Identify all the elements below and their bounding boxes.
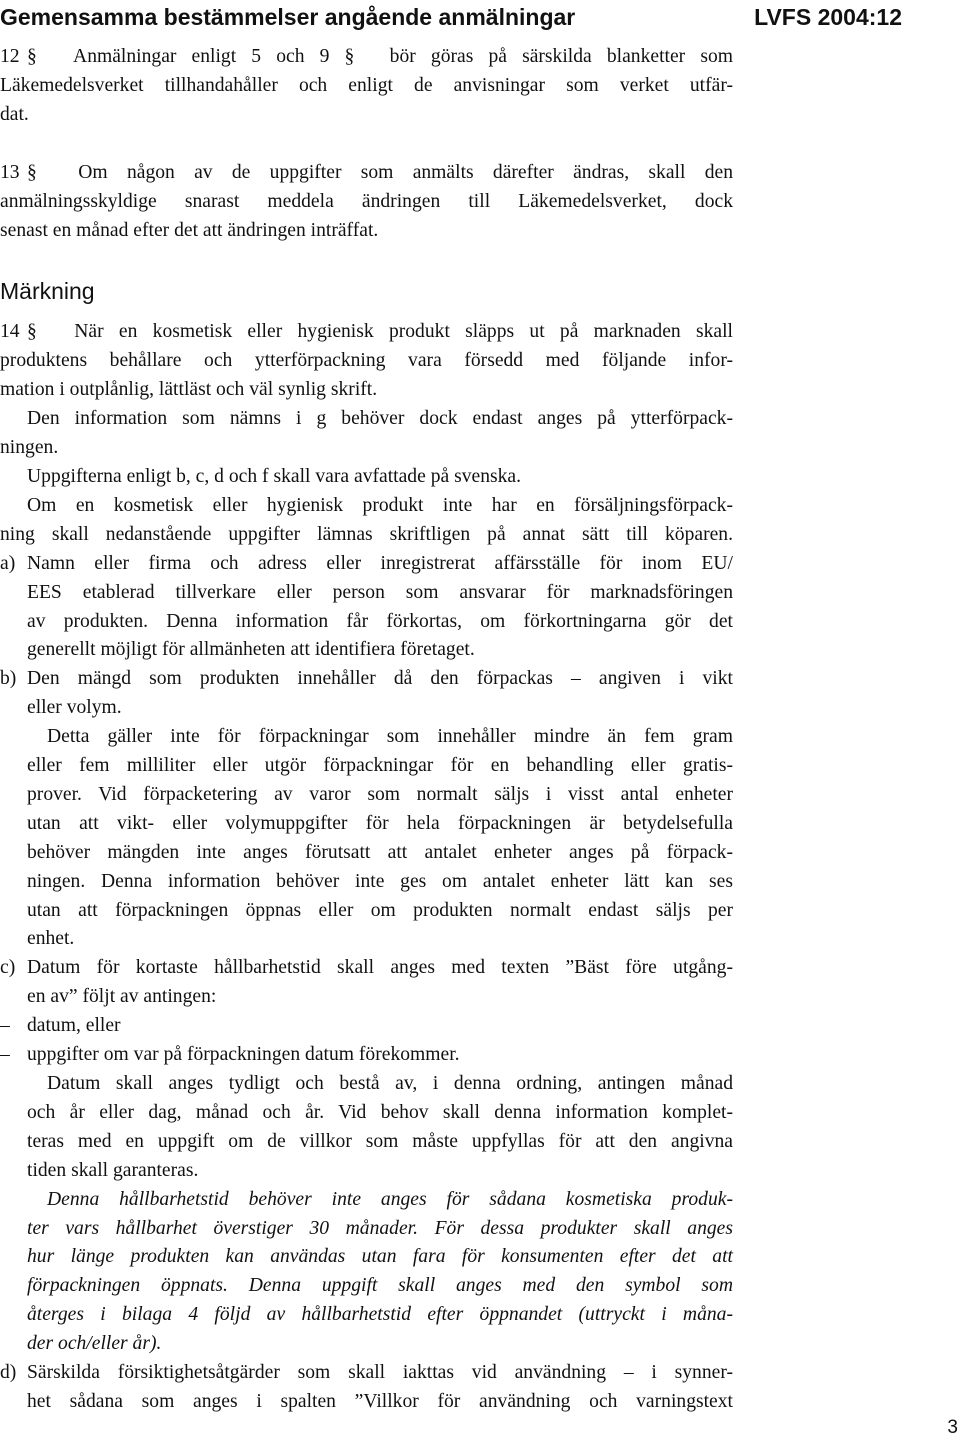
dash-marker: –	[0, 1015, 10, 1037]
list-item-a: a) Namn eller firma och adress eller inregistrerat affärsställe för inom EU/ EES etablerad tillverkare eller person som ansvarar för marknadsföringen av produkten. Denna information får förkortas, om förkortningarna gör det generellt möjligt för allmänheten att identifiera företaget.	[0, 550, 733, 666]
section-sign: §	[27, 161, 37, 183]
section-heading: Märkning	[0, 278, 95, 305]
dash-item: – datum, eller	[0, 1012, 733, 1041]
item-c-general-advice: Denna hållbarhetstid behöver inte anges för sådana kosmetiska produk- ter vars hållbarhet överstiger 30 månader. För dessa produkter skall anges hur länge produkten kan användas utan fara för konsumenten efter det att förpackningen öppnats. Denna uppgift skall anges med den symbol som återges i bilaga 4 följd av hållbarhetstid efter öppnandet (uttryckt i måna- der och/eller år).	[27, 1188, 733, 1355]
item-label: b)	[0, 668, 17, 690]
text-line: anmälningsskyldige snarast meddela ändringen till Läkemedelsverket, dock	[0, 190, 733, 212]
text-line: produktens behållare och ytterförpackning vara försedd med följande infor-	[0, 350, 733, 372]
item-c-note: Datum skall anges tydligt och bestå av, i denna ordning, antingen månad och år eller dag, månad och år. Vid behov skall denna information komplet- teras med en uppgift om de villkor som måste uppfyllas för att den angivna tiden skall garanteras.	[27, 1073, 733, 1181]
text-line: Uppgifterna enligt b, c, d och f skall vara avfattade på svenska.	[27, 465, 522, 487]
section-12: 12 § Anmälningar enligt 5 och 9 § bör göras på särskilda blanketter som Läkemedelsverket tillhandahåller och enligt de anvisningar som verket utfär- dat.	[0, 43, 733, 130]
section-sign: §	[27, 46, 37, 67]
item-label: d)	[0, 1362, 17, 1384]
dash-item: – uppgifter om var på förpackningen datum förekommer.	[0, 1041, 733, 1070]
list-item-d: d) Särskilda försiktighetsåtgärder som skall iakttas vid användning – i synner- het sådana som anges i spalten ”Villkor för användning och varningstext	[0, 1359, 733, 1417]
section-14: 14 § När en kosmetisk eller hygienisk produkt släpps ut på marknaden skall produktens behållare och ytterförpackning vara försedd med följande infor- mation i outplånlig, lättläst och väl synlig skrift. Den information som nämns i g behöver dock endast anges på ytterförpack- ningen. Uppgifterna enligt b, c, d och f skall vara avfattade på svenska. Om en kosmetisk eller hygienisk produkt inte har en försäljningsförpack- ning skall nedanstående uppgifter lämnas skriftligen på annat sätt till köparen.	[0, 318, 733, 549]
item-label: c)	[0, 957, 16, 979]
text-line: ning skall nedanstående uppgifter lämnas skriftligen på annat sätt till köparen.	[0, 523, 733, 545]
document-code: LVFS 2004:12	[754, 4, 902, 30]
text-line: ningen.	[0, 437, 59, 459]
text-line: mation i outplånlig, lättläst och väl synlig skrift.	[0, 379, 378, 401]
list-item-b: b) Den mängd som produkten innehåller då den förpackas – angiven i vikt eller volym.	[0, 665, 733, 723]
text-line: senast en månad efter det att ändringen inträffat.	[0, 219, 379, 241]
item-b-note: Detta gäller inte för förpackningar som innehåller mindre än fem gram eller fem milliliter eller utgör förpackningar för en behandling eller gratis- prover. Vid förpacketering av varor som normalt säljs i visst antal enheter utan att vikt- eller volymuppgifter för hela förpackningen är betydelsefulla behöver mängden inte anges förutsatt att antalet enheter anges på förpack- ningen. Denna information behöver inte ges om antalet enheter lätt kan ses utan att förpackningen öppnas eller om produkten normalt endast säljs per enhet.	[27, 726, 733, 950]
text-line: Läkemedelsverket tillhandahåller och enligt de anvisningar som verket utfär-	[0, 74, 733, 96]
running-header-title: Gemensamma bestämmelser angående anmälningar	[0, 4, 576, 30]
document-body	[0, 43, 733, 1417]
text-line: Om en kosmetisk eller hygienisk produkt inte har en försäljningsförpack-	[27, 494, 733, 516]
section-number: 14	[0, 321, 20, 343]
item-label: a)	[0, 552, 16, 574]
dash-marker: –	[0, 1044, 10, 1066]
text-line: Den information som nämns i g behöver dock endast anges på ytterförpack-	[27, 408, 733, 430]
section-number: 13	[0, 161, 20, 183]
list-item-c: c) Datum för kortaste hållbarhetstid skall anges med texten ”Bäst före utgång- en av” följt av antingen:	[0, 954, 733, 1012]
section-sign: §	[27, 321, 37, 343]
section-number: 12	[0, 46, 20, 67]
text-line: dat.	[0, 103, 29, 125]
section-13: 13 § Om någon av de uppgifter som anmälts därefter ändras, skall den anmälningsskyldige snarast meddela ändringen till Läkemedelsverket, dock senast en månad efter det att ändringen inträffat.	[0, 159, 733, 246]
page-number: 3	[947, 1417, 958, 1438]
section-sign: §	[344, 46, 355, 67]
